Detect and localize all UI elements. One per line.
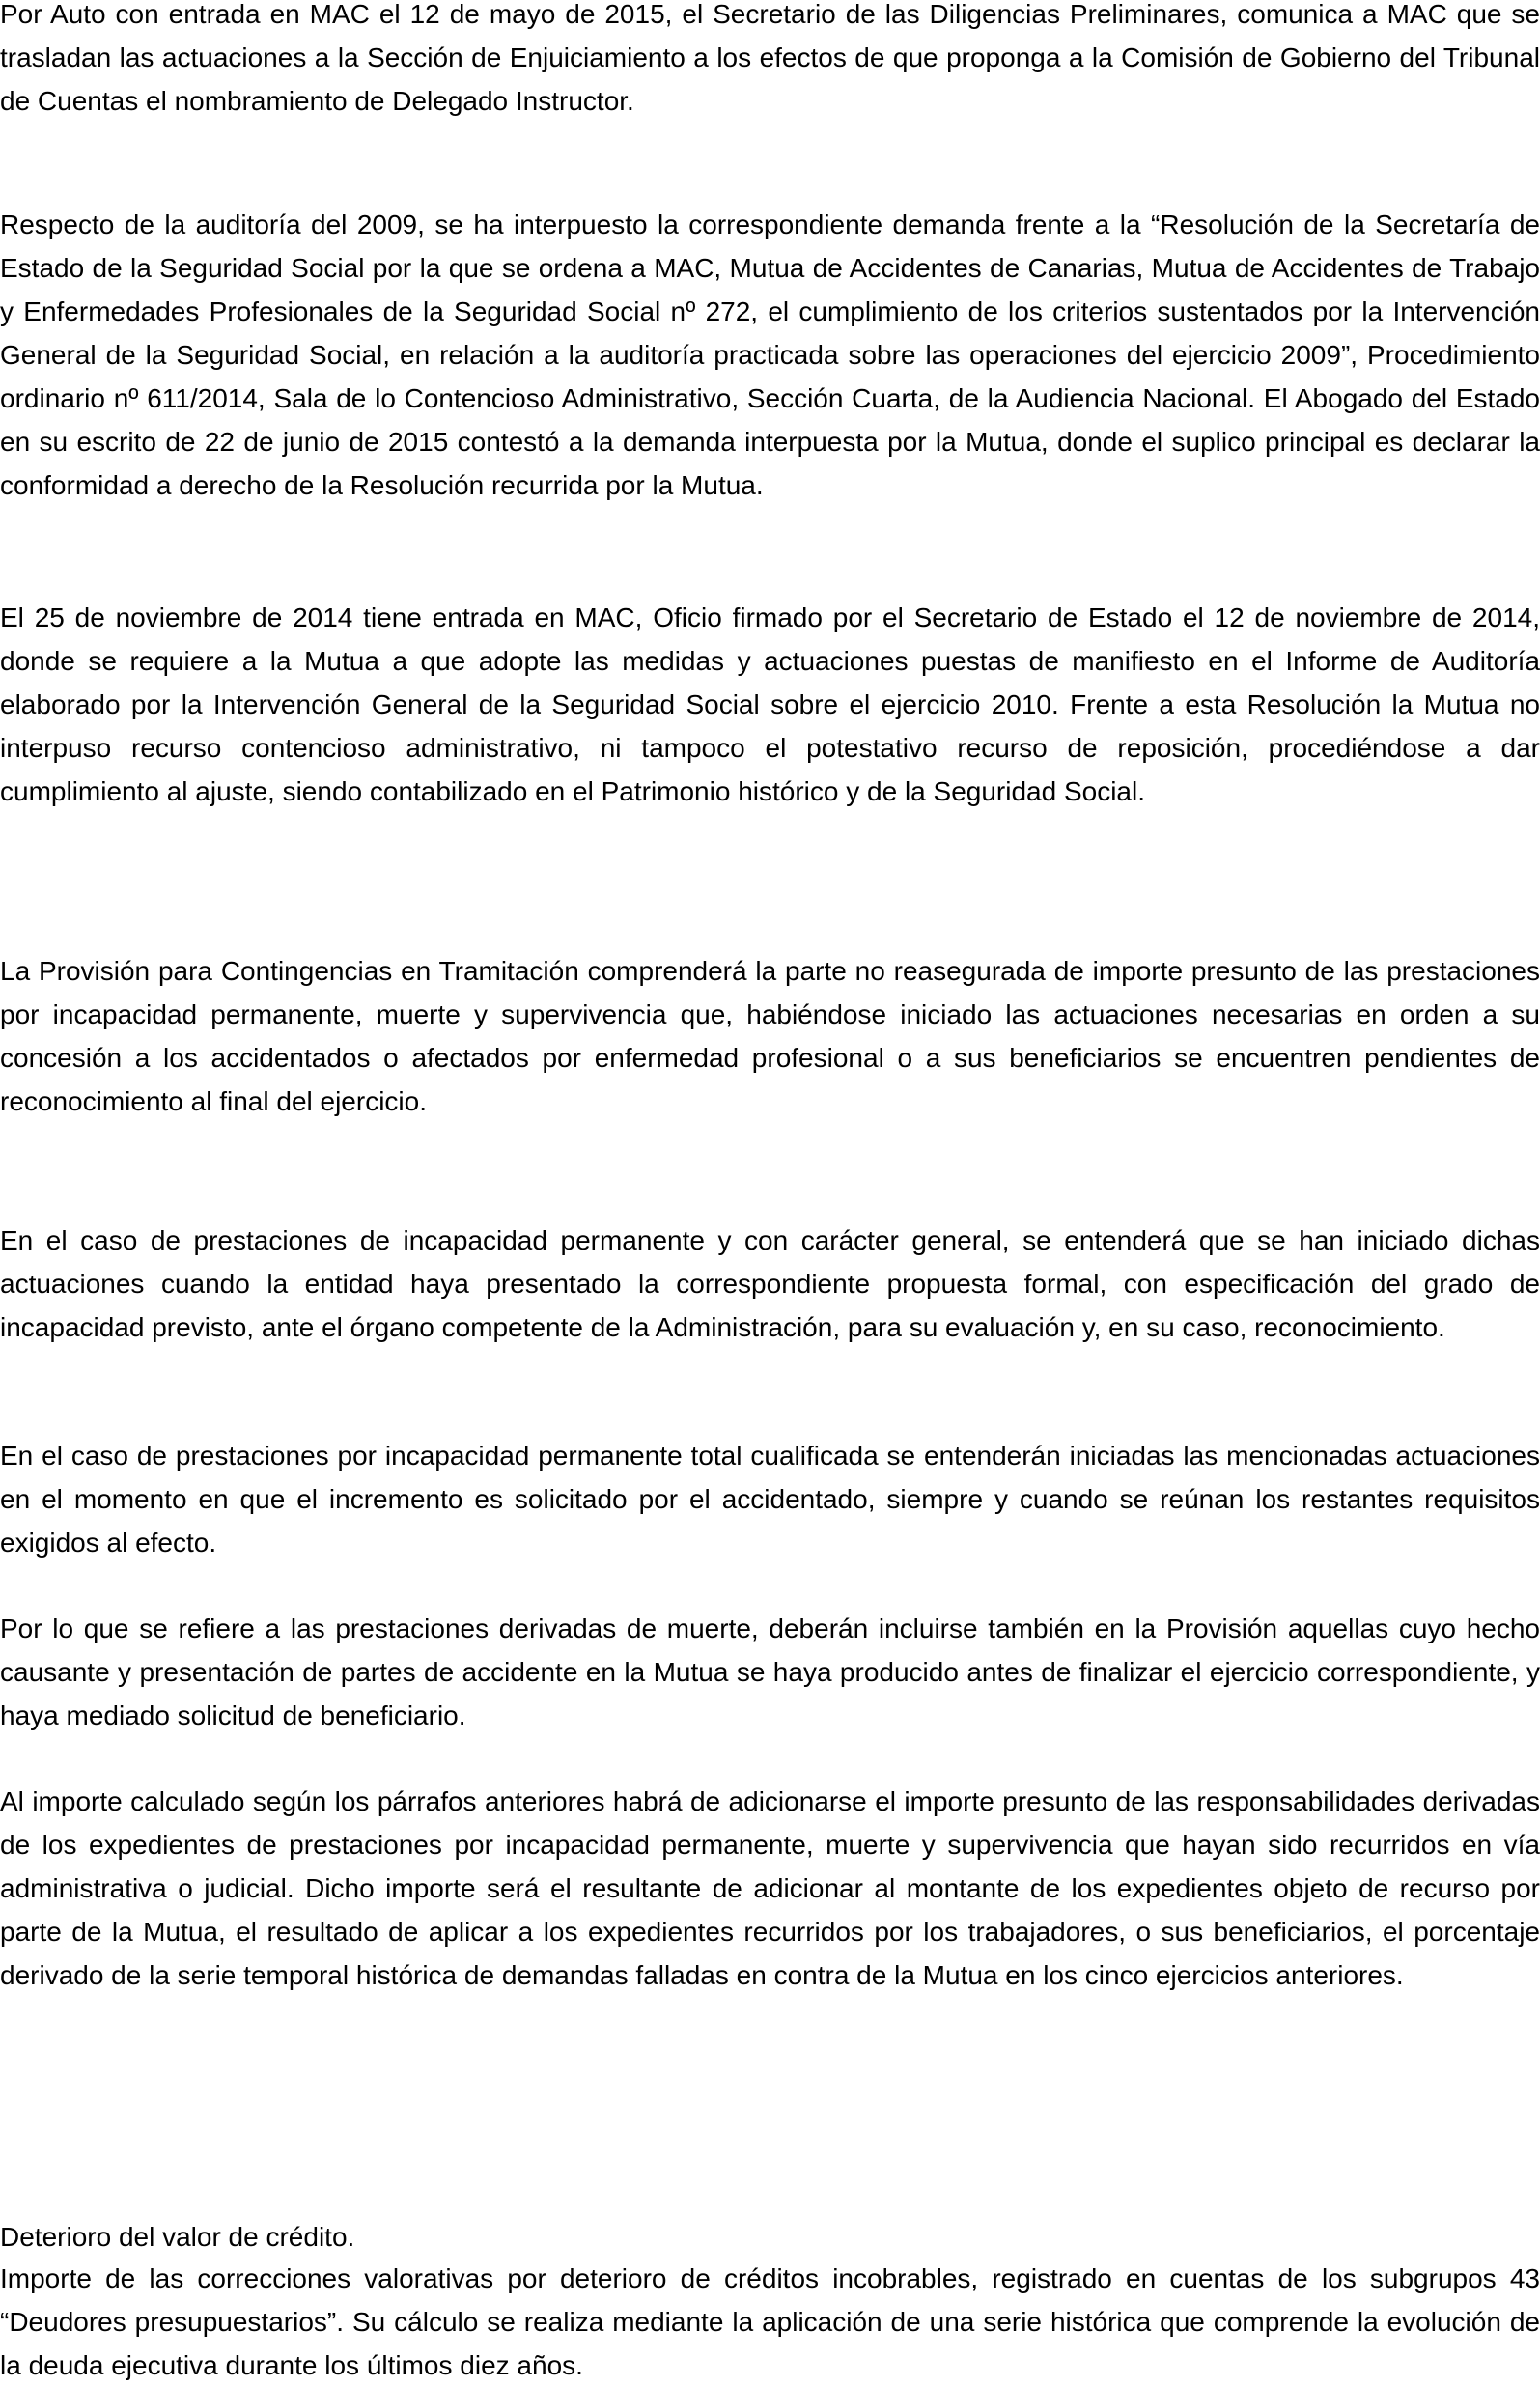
paragraph-oficio-2014: El 25 de noviembre de 2014 tiene entrada en MAC, Oficio firmado por el Secretario de Estado el 12 de noviembre de 2014, donde se requiere a la Mutua a que adopte las medidas y actuaciones puestas de manifiesto en el Informe de Auditoría elaborado por la Intervención General de la Seguridad Social sobre el ejercicio 2010. Frente a esta Resolución la Mutua no interpuso recurso contencioso administrativo, ni tampoco el potestativo recurso de reposición, procediéndose a dar cumplimiento al ajuste, siendo contabilizado en el Patrimonio histórico y de la Seguridad Social. xyxy=(0,603,1540,806)
paragraph-correcciones-valorativas: Importe de las correcciones valorativas por deterioro de créditos incobrables, registrado en cuentas de los subgrupos 43 “Deudores presupuestarios”. Su cálculo se realiza mediante la aplicación de una serie histórica que comprende la evolución de la deuda ejecutiva durante los últimos diez años. xyxy=(0,2263,1540,2380)
paragraph-importe-calculado: Al importe calculado según los párrafos anteriores habrá de adicionarse el importe presunto de las responsabilidades derivadas de los expedientes de prestaciones por incapacidad permanente, muerte y supervivencia que hayan sido recurridos en vía administrativa o judicial. Dicho importe será el resultante de adicionar al montante de los expedientes objeto de recurso por parte de la Mutua, el resultado de aplicar a los expedientes recurridos por los trabajadores, o sus beneficiarios, el porcentaje derivado de la serie temporal histórica de demandas falladas en contra de la Mutua en los cinco ejercicios anteriores. xyxy=(0,1786,1540,1990)
section-heading-deterioro: Deterioro del valor de crédito. xyxy=(0,2222,355,2252)
paragraph-incapacidad-permanente: En el caso de prestaciones de incapacidad permanente y con carácter general, se entenderá que se han iniciado dichas actuaciones cuando la entidad haya presentado la correspondiente propuesta formal, con especificación del grado de incapacidad previsto, ante el órgano competente de la Administración, para su evaluación y, en su caso, reconocimiento. xyxy=(0,1225,1540,1342)
paragraph-incapacidad-total-cualificada: En el caso de prestaciones por incapacidad permanente total cualificada se entenderán iniciadas las mencionadas actuaciones en el momento en que el incremento es solicitado por el accidentado, siempre y cuando se reúnan los restantes requisitos exigidos al efecto. xyxy=(0,1441,1540,1558)
paragraph-provision-contingencias: La Provisión para Contingencias en Tramitación comprenderá la parte no reasegurada de importe presunto de las prestaciones por incapacidad permanente, muerte y supervivencia que, habiéndose iniciado las actuaciones necesarias en orden a su concesión a los accidentados o afectados por enfermedad profesional o a sus beneficiarios se encuentren pendientes de reconocimiento al final del ejercicio. xyxy=(0,956,1540,1116)
paragraph-prestaciones-muerte: Por lo que se refiere a las prestaciones derivadas de muerte, deberán incluirse también en la Provisión aquellas cuyo hecho causante y presentación de partes de accidente en la Mutua se haya producido antes de finalizar el ejercicio correspondiente, y haya mediado solicitud de beneficiario. xyxy=(0,1614,1540,1730)
paragraph-auto-diligencias: Por Auto con entrada en MAC el 12 de mayo de 2015, el Secretario de las Diligencias Preliminares, comunica a MAC que se trasladan las actuaciones a la Sección de Enjuiciamiento a los efectos de que proponga a la Comisión de Gobierno del Tribunal de Cuentas el nombramiento de Delegado Instructor. xyxy=(0,0,1540,116)
paragraph-auditoria-2009: Respecto de la auditoría del 2009, se ha interpuesto la correspondiente demanda frente a la “Resolución de la Secretaría de Estado de la Seguridad Social por la que se ordena a MAC, Mutua de Accidentes de Canarias, Mutua de Accidentes de Trabajo y Enfermedades Profesionales de la Seguridad Social nº 272, el cumplimiento de los criterios sustentados por la Intervención General de la Seguridad Social, en relación a la auditoría practicada sobre las operaciones del ejercicio 2009”, Procedimiento ordinario nº 611/2014, Sala de lo Contencioso Administrativo, Sección Cuarta, de la Audiencia Nacional. El Abogado del Estado en su escrito de 22 de junio de 2015 contestó a la demanda interpuesta por la Mutua, donde el suplico principal es declarar la conformidad a derecho de la Resolución recurrida por la Mutua. xyxy=(0,210,1540,500)
